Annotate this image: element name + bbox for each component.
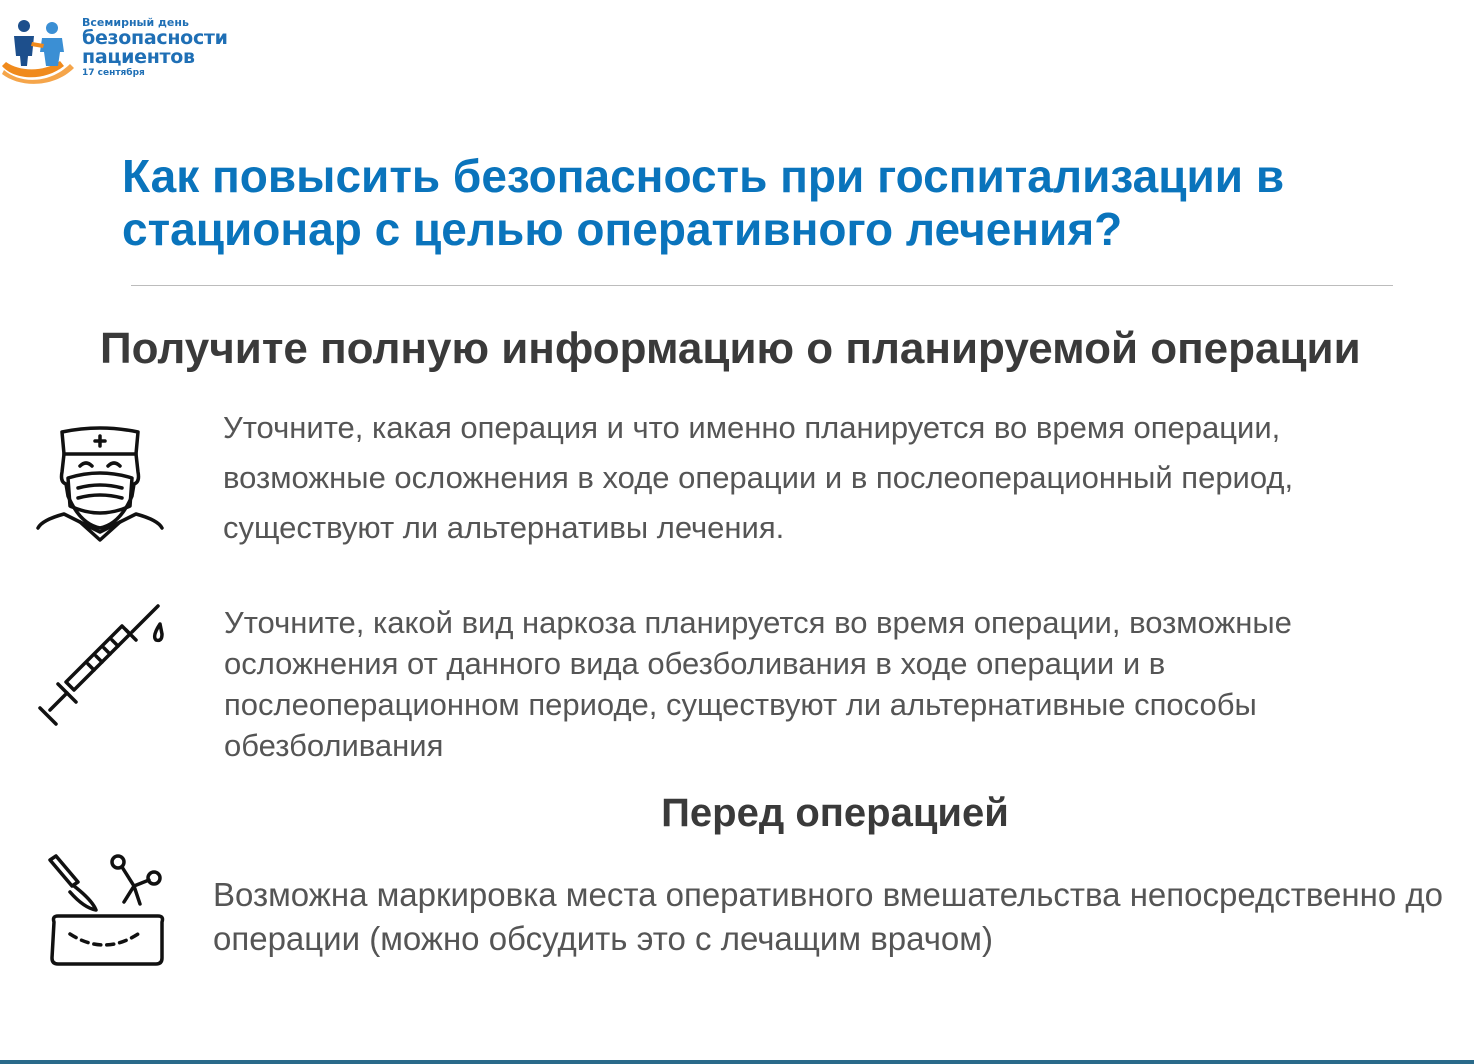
syringe-icon <box>36 602 170 731</box>
logo-line-2: безопасности <box>82 27 228 49</box>
logo-line-4: 17 сентября <box>82 68 145 78</box>
section-heading-before-surgery: Перед операцией <box>661 791 1009 835</box>
people-hands-logo-icon <box>0 14 80 86</box>
surgical-tools-icon <box>44 852 168 975</box>
logo-line-3: пациентов <box>82 46 195 68</box>
item-text-operation-info: Уточните, какая операция и что именно планируется во время операции, возможные осложнения в ходе операции и в послеоперационный период, существуют ли альтернативы лечения. <box>223 410 1294 545</box>
logo-line-1: Всемирный день <box>82 16 189 29</box>
event-logo <box>0 14 260 90</box>
section-heading-info: Получите полную информацию о планируемой операции <box>100 324 1361 373</box>
item-text-site-marking: Возможна маркировка места оперативного вмешательства непосредственно до операции (можно обсудить это с лечащим врачом) <box>213 876 1443 957</box>
surgeon-icon <box>34 424 166 547</box>
page-title: Как повысить безопасность при госпитализации в стационар с целью оперативного лечения? <box>122 150 1285 255</box>
bottom-bar <box>0 1060 1474 1064</box>
logo-text <box>82 16 228 79</box>
title-divider <box>131 285 1393 286</box>
item-text-anesthesia-info: Уточните, какой вид наркоза планируется во время операции, возможные осложнения от данного вида обезболивания в ходе операции и в послеоперационном периоде, существуют ли альтернативные способы обезболивания <box>224 605 1292 763</box>
